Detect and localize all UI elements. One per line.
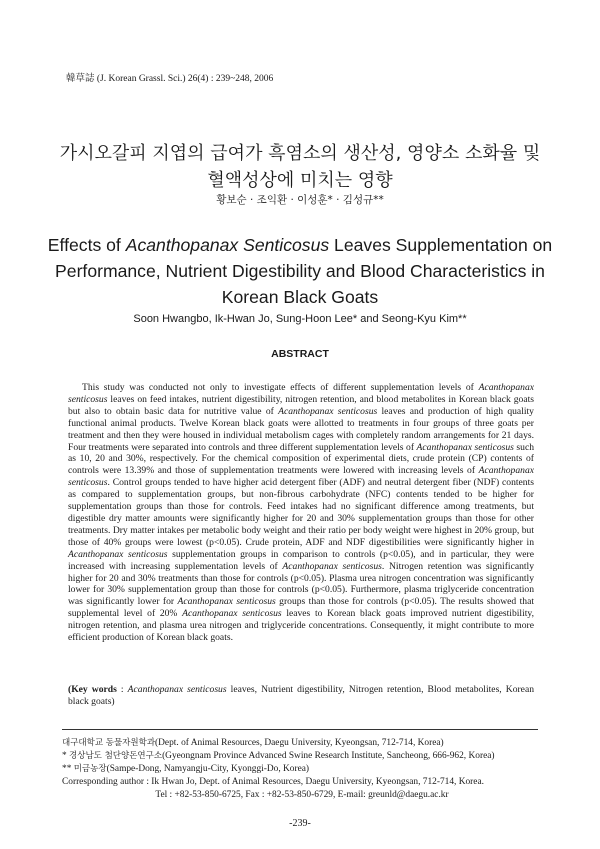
footnote-affiliation-3-korean: 미금농장 — [73, 764, 107, 774]
korean-title-line2: 혈액성상에 미치는 영향 — [207, 170, 393, 191]
english-title-species: Acanthopanax Senticosus — [125, 235, 330, 255]
abstract-text: such as 10, 20 and 30%, respectively. For the chemical composition of experimental diets, crude protein (CP) contents of controls were 13.39% and those of supplementation treatments were lowered with increasing levels of — [68, 441, 534, 477]
abstract-text: leaves and production of high quality functional animal products. Twelve Korean black goats were allotted to treatments in four groups of three goats per treatment and then they were housed in individual metabolism cages with completely random arrangements for 21 days. Four treatments were separated into controls and three different supplementation levels of — [68, 405, 534, 453]
english-title — [40, 232, 560, 310]
keywords-label: (Key words — [68, 684, 117, 695]
abstract-italic: Acanthopanax senticosus — [282, 560, 382, 572]
abstract-italic: Acanthopanax senticosus — [182, 608, 282, 620]
keywords — [68, 684, 534, 708]
abstract-text: leaves to Korean black goats improved nutrient digestibility, nitrogen retention, and plasma urea nitrogen and triglyceride concentrations. Consequently, it might contribute to more efficient production of Korean black goats. — [68, 608, 534, 644]
english-title-line1 — [40, 232, 560, 258]
corresponding-author: Corresponding author : Ik Hwan Jo, Dept. of Animal Resources, Daegu University, Kyeongsan, 712-714, Korea. — [62, 777, 484, 787]
footnote-affiliation-1 — [62, 737, 542, 750]
abstract-italic: Acanthopanax senticosus — [278, 405, 378, 417]
keywords-rest: leaves, Nutrient digestibility, Nitrogen retention, Blood metabolites, Korean black goats) — [68, 684, 534, 707]
footnotes — [62, 737, 542, 802]
abstract-text: leaves on feed intakes, nutrient digestibility, nitrogen retention, and blood metabolites in Korean black goats but also to obtain basic data for nutritive value of — [68, 393, 534, 417]
abstract-heading: ABSTRACT — [271, 348, 329, 360]
footnote-affiliation-2 — [62, 750, 542, 763]
footnote-affiliation-2-english: (Gyeongnam Province Advanced Swine Research Institute, Sancheong, 666-962, Korea) — [162, 751, 495, 761]
abstract-text: supplementation groups in comparison to controls (p<0.05), and in particular, they were increased with increasing supplementation levels of — [68, 548, 534, 572]
footnote-affiliation-1-korean: 대구대학교 동물자원학과 — [62, 738, 156, 748]
abstract-italic: Acanthopanax senticosus — [68, 382, 534, 405]
footnote-affiliation-3-english: (Sampe-Dong, Namyangju-City, Kyonggi-Do, Korea) — [106, 764, 310, 774]
keywords-species: Acanthopanax senticosus — [127, 684, 227, 695]
english-title-line3: Korean Black Goats — [221, 287, 379, 307]
abstract-italic: Acanthopanax senticosus — [416, 441, 514, 453]
abstract-italic: Acanthopanax senticosus — [68, 548, 168, 560]
journal-header: 韓草誌 (J. Korean Grassl. Sci.) 26(4) : 239~248, 2006 — [66, 74, 274, 84]
korean-authors: 황보순 · 조익환 · 이성훈* · 김성규** — [216, 194, 384, 206]
english-title-prefix: Effects of — [47, 235, 126, 255]
abstract-body — [68, 382, 534, 644]
abstract-italic: Acanthopanax senticosus — [177, 596, 276, 608]
footnote-divider — [62, 729, 538, 730]
abstract-text: This study was conducted not only to investigate effects of different supplementation levels of — [82, 382, 479, 393]
english-title-suffix: Leaves Supplementation on — [329, 235, 553, 255]
footnote-affiliation-2-korean: 경상남도 첨단양돈연구소 — [69, 751, 163, 761]
abstract-text: . Nitrogen retention was significantly higher for 20 and 30% treatments than those for controls (p<0.05). Plasma urea nitrogen concentration was significantly lower for 30% supplementation group than those for controls (p<0.05). Furthermore, plasma triglyceride concentration was significantly lower for — [68, 560, 535, 608]
footnote-affiliation-1-english: (Dept. of Animal Resources, Daegu University, Kyeongsan, 712-714, Korea) — [155, 738, 444, 748]
keywords-sep: : — [116, 684, 128, 695]
abstract-italic: Acanthopanax senticosus — [68, 465, 534, 489]
abstract-text: . Control groups tended to have higher acid detergent fiber (ADF) and neutral detergent fiber (NDF) contents as compared to supplementation groups, but non-fibrous carbohydrate (NFC) contents tended to be higher for supplementation groups than those for controls. Feed intakes had no significant difference among treatments, but digestible dry matter amounts were significantly higher for 20 and 30% supplementation groups than those for other treatments. Dry matter intakes per metabolic body weight and their ratio per body weight were highest in 20% group, but those of 40% groups were lowest (p<0.05). Crude protein, ADF and NDF digestibilities were significantly higher in — [68, 477, 534, 548]
footnote-affiliation-3 — [62, 763, 542, 776]
abstract-text: groups than those for controls (p<0.05). The results showed that supplemental level of 20% — [68, 596, 534, 620]
english-authors: Soon Hwangbo, Ik-Hwan Jo, Sung-Hoon Lee* and Seong-Kyu Kim** — [133, 313, 467, 325]
contact-info: Tel : +82-53-850-6725, Fax : +82-53-850-6729, E-mail: greunld@daegu.ac.kr — [155, 790, 449, 800]
korean-title-line1: 가시오갈피 지엽의 급여가 흑염소의 생산성, 영양소 소화율 및 — [59, 143, 541, 164]
english-title-line2: Performance, Nutrient Digestibility and Blood Characteristics in — [55, 261, 545, 281]
korean-title — [40, 140, 560, 194]
footnote-marker: * — [62, 751, 70, 761]
footnote-marker: ** — [62, 764, 74, 774]
page-number: -239- — [289, 818, 311, 829]
